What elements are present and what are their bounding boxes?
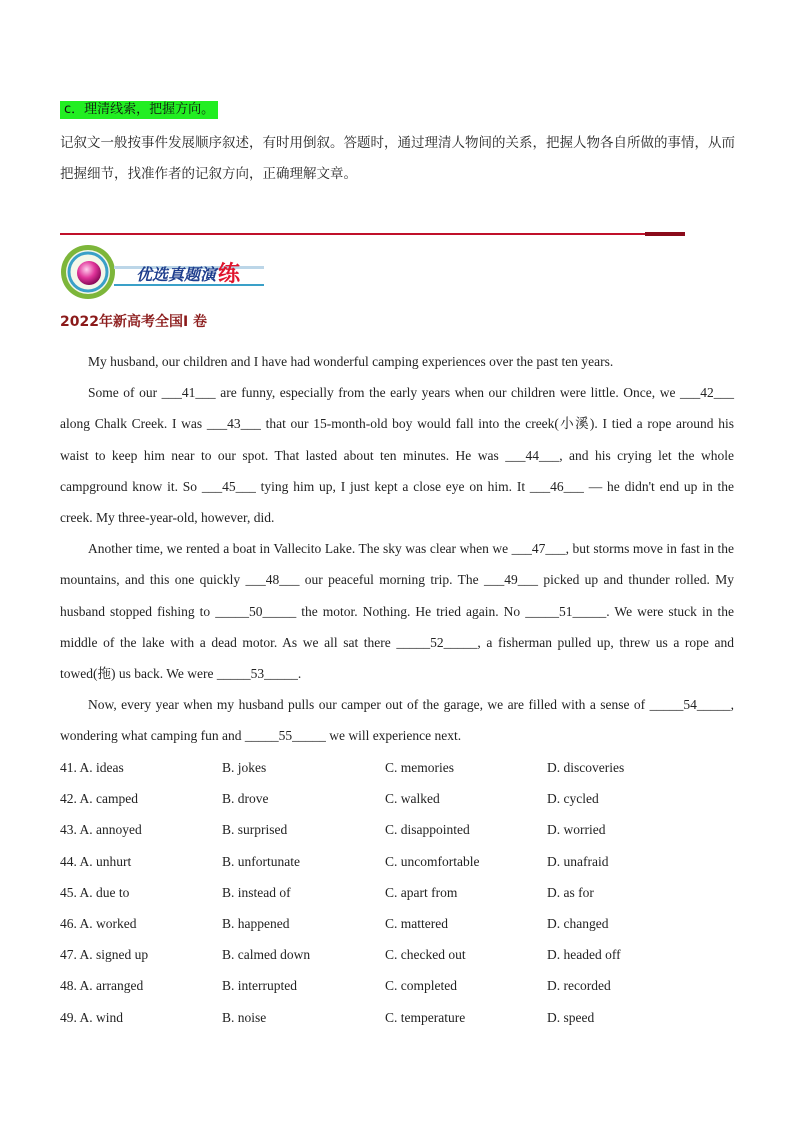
option-row (60, 846, 740, 877)
option-c: C. uncomfortable (385, 853, 480, 869)
option-a: 49. A. wind (60, 1009, 124, 1025)
option-b: B. noise (222, 1009, 267, 1025)
option-row (60, 939, 740, 970)
option-a: 41. A. ideas (60, 760, 124, 775)
exam-title: 2022年新高考全国I 卷 (60, 314, 208, 330)
option-c: C. walked (385, 791, 440, 807)
option-d: D. changed (547, 915, 609, 931)
option-d: D. headed off (547, 947, 621, 963)
option-b: B. unfortunate (222, 853, 300, 869)
option-d: D. worried (547, 822, 606, 838)
banner-line-bottom (114, 284, 264, 286)
option-b: B. calmed down (222, 947, 311, 963)
option-row (60, 752, 740, 783)
banner-title-accent: 练 (218, 261, 241, 287)
option-row (60, 970, 740, 1001)
option-d: D. as for (547, 884, 594, 900)
option-a: 43. A. annoyed (60, 822, 142, 838)
answer-options (60, 752, 740, 1033)
option-c: C. checked out (385, 947, 466, 963)
section-divider-accent (645, 232, 685, 236)
option-d: D. unafraid (547, 853, 609, 869)
option-c: C. completed (385, 978, 457, 994)
section-divider (60, 233, 645, 235)
option-a: 42. A. camped (60, 791, 138, 807)
banner-badge-icon (61, 245, 115, 299)
passage-paragraph: Some of our ___41___ are funny, especially from the early years when our children were little. Once, we ___42___ along Chalk Creek. I was ___43___ that our 15-month-old boy would fall into the creek(小溪). I tied a rope around his waist to keep him near to our spot. That lasted about ten minutes. He was ___44___, and his crying let the whole campground know it. So ___45___ tying him up, I just kept a close eye on him. It ___46___ — he didn't end up in the creek. My three-year-old, however, did. (60, 385, 734, 526)
option-row (60, 908, 740, 939)
cloze-passage (60, 346, 734, 752)
passage-paragraph: Now, every year when my husband pulls our camper out of the garage, we are filled with a sense of _____54_____, wondering what camping fun and _____55_____ we will experience next. (60, 697, 734, 744)
option-c: C. mattered (385, 915, 448, 931)
option-d: D. cycled (547, 791, 599, 807)
option-c: C. temperature (385, 1009, 466, 1025)
option-b: B. happened (222, 915, 290, 931)
option-a: 46. A. worked (60, 915, 137, 931)
option-row (60, 783, 740, 814)
option-a: 48. A. arranged (60, 978, 144, 994)
banner-title: 优选真题演 (136, 265, 217, 284)
section-banner (58, 243, 278, 303)
option-row (60, 877, 740, 908)
option-c: C. apart from (385, 884, 458, 900)
option-b: B. interrupted (222, 978, 297, 994)
option-b: B. instead of (222, 884, 291, 900)
option-b: B. drove (222, 791, 269, 807)
option-d: D. speed (547, 1009, 595, 1025)
option-c: C. memories (385, 760, 454, 775)
option-b: B. jokes (222, 760, 267, 775)
passage-paragraph: My husband, our children and I have had wonderful camping experiences over the past ten years. (88, 354, 614, 369)
highlight-heading: c．理清线索，把握方向。 (60, 101, 218, 119)
intro-paragraph: 记叙文一般按事件发展顺序叙述，有时用倒叙。答题时，通过理清人物间的关系，把握人物各自所做的事情，从而把握细节，找准作者的记叙方向，正确理解文章。 (60, 135, 735, 182)
option-row (60, 814, 740, 845)
option-a: 44. A. unhurt (60, 853, 132, 869)
option-a: 45. A. due to (60, 884, 130, 900)
option-c: C. disappointed (385, 822, 470, 838)
option-b: B. surprised (222, 822, 288, 838)
option-d: D. recorded (547, 978, 611, 994)
option-row (60, 1002, 740, 1033)
passage-paragraph: Another time, we rented a boat in Vallecito Lake. The sky was clear when we ___47___, but storms move in fast in the mountains, and this one quickly ___48___ our peaceful morning trip. The ___49___ picked up and thunder rolled. My husband stopped fishing to _____50_____ the motor. Nothing. He tried again. No _____51_____. We were stuck in the middle of the lake with a dead motor. As we all sat there _____52_____, a fisherman pulled up, threw us a rope and towed(拖) us back. We were _____53_____. (60, 541, 734, 682)
option-a: 47. A. signed up (60, 947, 149, 963)
option-d: D. discoveries (547, 760, 625, 775)
